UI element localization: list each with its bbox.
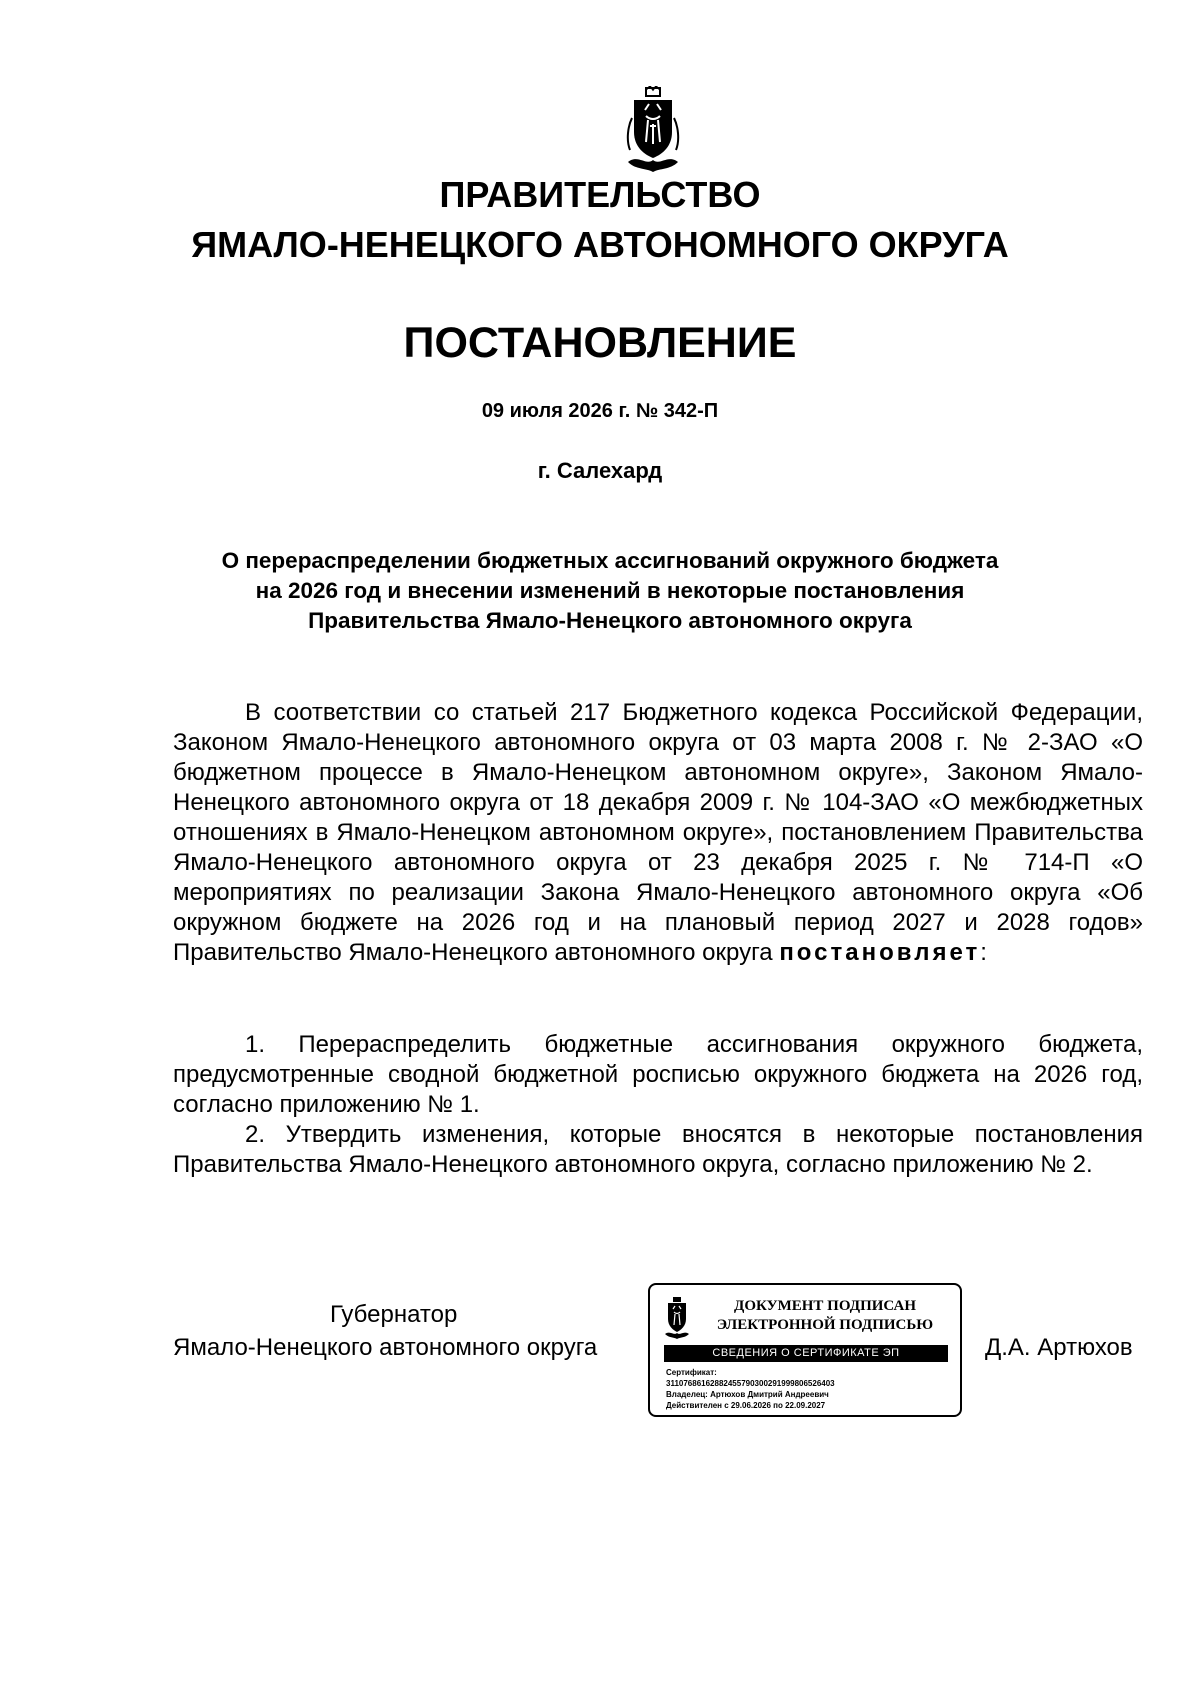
subject-line: Правительства Ямало-Ненецкого автономного округа <box>308 608 912 633</box>
stamp-title-line: ДОКУМЕНТ ПОДПИСАН <box>734 1298 916 1314</box>
stamp-certificate-label: Сертификат: <box>666 1368 717 1377</box>
organization-name-line2: ЯМАЛО-НЕНЕЦКОГО АВТОНОМНОГО ОКРУГА <box>191 224 1009 265</box>
resolve-suffix: : <box>980 939 987 966</box>
resolve-word: постановляет <box>779 939 981 966</box>
resolution-item-1 <box>173 1030 1143 1120</box>
signer-name: Д.А. Артюхов <box>985 1334 1133 1361</box>
stamp-certificate-bar: СВЕДЕНИЯ О СЕРТИФИКАТЕ ЭП <box>664 1345 948 1362</box>
subject-line: на 2026 год и внесении изменений в некоторые постановления <box>255 578 965 603</box>
stamp-owner: Владелец: Артюхов Дмитрий Андреевич <box>666 1390 829 1399</box>
item-text: 1. Перераспределить бюджетные ассигнования окружного бюджета, предусмотренные сводной бюджетной росписью окружного бюджета на 2026 год, согласно приложению № 1. <box>173 1031 1143 1118</box>
stamp-validity: Действителен с 29.06.2026 по 22.09.2027 <box>666 1401 826 1410</box>
preamble-text: В соответствии со статьей 217 Бюджетного кодекса Российской Федерации, Законом Ямало-Ненецкого автономного округа от 03 марта 2008 г. № 2-ЗАО «О бюджетном процессе в Ямало-Ненецком автономном округе», Законом Ямало-Ненецкого автономного округа от 18 декабря 2009 г. № 104-ЗАО «О межбюджетных отношениях в Ямало-Ненецком автономном округе», постановлением Правительства Ямало-Ненецкого автономного округа от 23 декабря 2025 г. № 714-П «О мероприятиях по реализации Закона Ямало-Ненецкого автономного округа «Об окружном бюджете на 2026 год и на плановый период 2027 и 2028 годов» Правительство Ямало-Ненецкого автономного округа <box>173 699 1143 966</box>
document-type-title: ПОСТАНОВЛЕНИЕ <box>403 319 797 367</box>
signer-region: Ямало-Ненецкого автономного округа <box>173 1334 598 1361</box>
document-subject <box>170 546 1050 636</box>
preamble-paragraph <box>173 698 1143 968</box>
organization-name-line1: ПРАВИТЕЛЬСТВО <box>439 174 761 215</box>
coat-of-arms-icon <box>624 86 682 174</box>
stamp-certificate-number: 31107686162882455790300291999806526403 <box>666 1379 835 1388</box>
coat-of-arms-icon <box>664 1297 690 1339</box>
stamp-title-line: ЭЛЕКТРОННОЙ ПОДПИСЬЮ <box>716 1317 934 1333</box>
signer-title: Губернатор <box>330 1301 458 1328</box>
document-city: г. Салехард <box>537 458 663 483</box>
electronic-signature-stamp <box>648 1283 962 1417</box>
document-date-number: 09 июля 2026 г. № 342-П <box>481 400 719 422</box>
stamp-title <box>700 1297 950 1335</box>
item-text: 2. Утвердить изменения, которые вносятся в некоторые постановления Правительства Ямало-Ненецкого автономного округа, согласно приложению № 2. <box>173 1121 1143 1178</box>
subject-line: О перераспределении бюджетных ассигнований окружного бюджета <box>221 548 999 573</box>
resolution-item-2 <box>173 1120 1143 1180</box>
